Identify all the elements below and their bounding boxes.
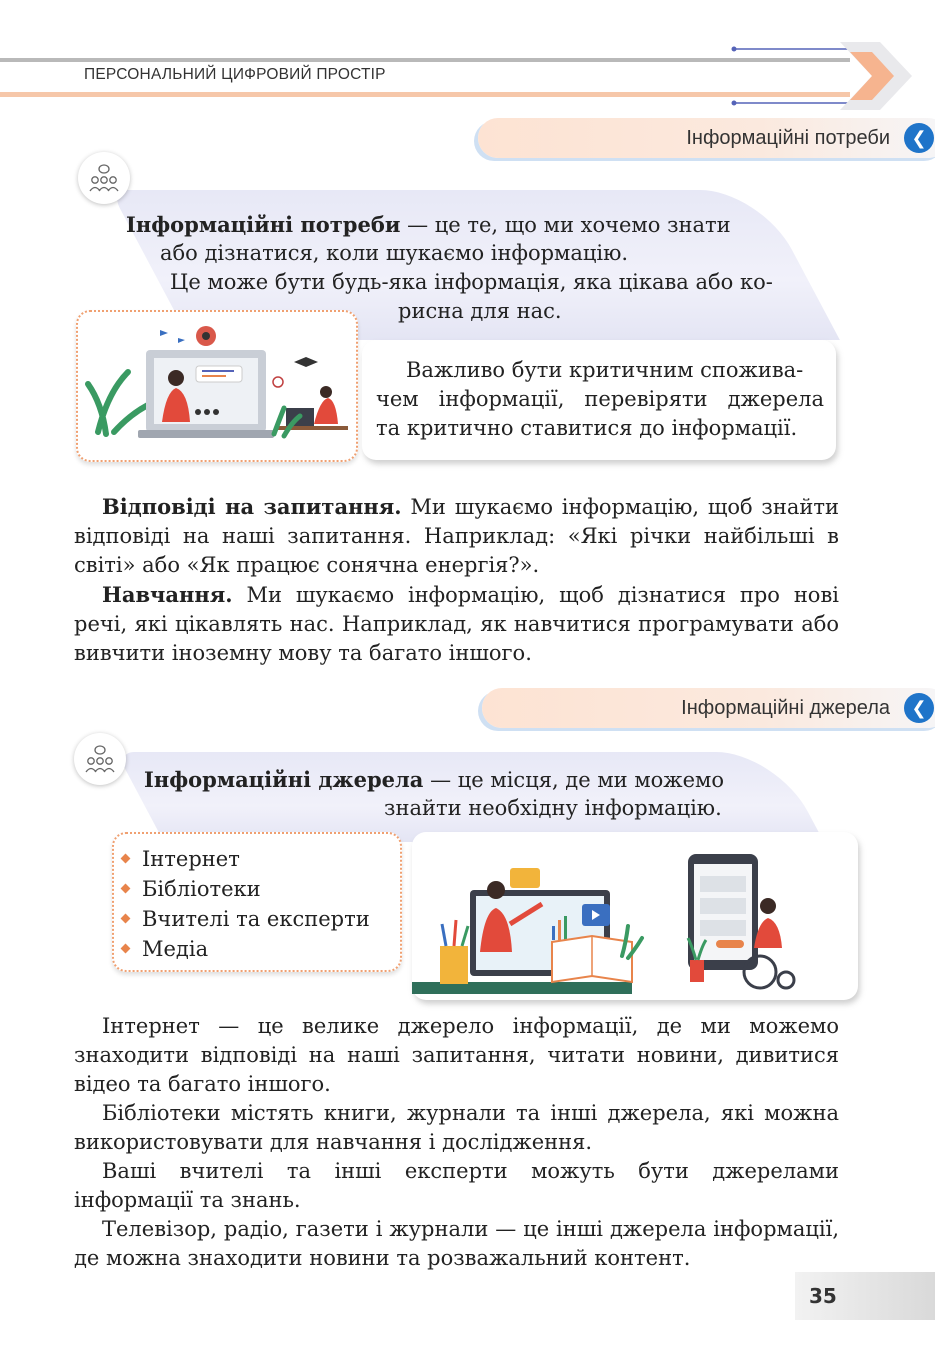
arrow-decoration-icon — [720, 40, 920, 110]
paragraph-learning: Навчання. Ми шукаємо інформацію, щоб дізнатися про нові речі, які цікавлять нас. Наприклад, як навчитися програмувати або вивчити іноземну мову та багато іншого. — [74, 582, 839, 665]
section-tab-information-needs[interactable] — [478, 118, 935, 158]
definition-line-2: знайти необхідну інформацію. — [384, 796, 722, 820]
people-discussion-icon — [74, 733, 126, 785]
running-header-title: ПЕРСОНАЛЬНИЙ ЦИФРОВИЙ ПРОСТІР — [84, 66, 386, 83]
sources-list — [114, 844, 400, 964]
definition-line-2: або дізнатися, коли шукаємо інформацію. — [160, 241, 629, 265]
list-item: Інтернет — [114, 844, 400, 874]
section-tab-label: Інформаційні джерела — [681, 696, 890, 719]
definition-term: Інформаційні потреби — [126, 212, 401, 237]
definition-line-4: рисна для нас. — [398, 299, 562, 323]
paragraph-media: Телевізор, радіо, газети і журнали — це інші джерела інформації, де можна знаходити новини та розважальний контент. — [74, 1217, 839, 1270]
section-tab-label: Інформаційні потреби — [686, 126, 890, 149]
information-sources-illustration — [412, 832, 858, 1000]
online-learning-illustration — [78, 312, 356, 460]
paragraph-learning-term: Навчання. — [102, 582, 233, 607]
illustration-box-sources — [412, 832, 858, 1000]
paragraph-libraries: Бібліотеки містять книги, журнали та інші джерела, які можна використовувати для навчання і дослідження. — [74, 1101, 839, 1154]
list-item: Вчителі та експерти — [114, 904, 400, 934]
people-discussion-icon — [78, 152, 130, 204]
page-number: 35 — [795, 1272, 935, 1320]
definition-term: Інформаційні джерела — [144, 767, 424, 792]
definition-line-1: Інформаційні джерела — це місця, де ми можемо — [144, 767, 725, 792]
note-line-1: Важливо бути критичним спожива- — [406, 358, 804, 382]
illustration-box-online-learning — [76, 310, 358, 462]
list-item: Медіа — [114, 934, 400, 964]
critical-thinking-note — [362, 340, 836, 460]
definition-line-1: Інформаційні потреби — це те, що ми хочемо знати — [126, 212, 731, 237]
paragraph-answers-term: Відповіді на запитання. — [102, 494, 402, 519]
paragraph-teachers: Ваші вчителі та інші експерти можуть бути джерелами інформації та знань. — [74, 1159, 839, 1212]
section1-paragraphs — [74, 492, 839, 668]
list-item: Бібліотеки — [114, 874, 400, 904]
chevron-left-icon[interactable]: ❮ — [904, 123, 934, 153]
definition-line-3: Це може бути будь-яка інформація, яка цікава або ко- — [170, 270, 773, 294]
chevron-left-icon[interactable]: ❮ — [904, 693, 934, 723]
paragraph-answers: Відповіді на запитання. Ми шукаємо інформацію, щоб знайти відповіді на наші запитання. Наприклад: «Які річки найбільші в світі» або «Як працює сонячна енергія?». — [74, 494, 839, 577]
section2-paragraphs — [74, 1012, 839, 1273]
paragraph-internet: Інтернет — це велике джерело інформації, де ми можемо знаходити відповіді на наші запитання, читати новини, дивитися відео та багато іншого. — [74, 1014, 839, 1096]
sources-list-box — [112, 832, 402, 972]
note-line-2: чем інформації, перевіряти джерела — [376, 387, 824, 411]
section-tab-information-sources[interactable] — [482, 688, 935, 728]
note-line-3: та критично ставитися до інформації. — [376, 416, 798, 440]
